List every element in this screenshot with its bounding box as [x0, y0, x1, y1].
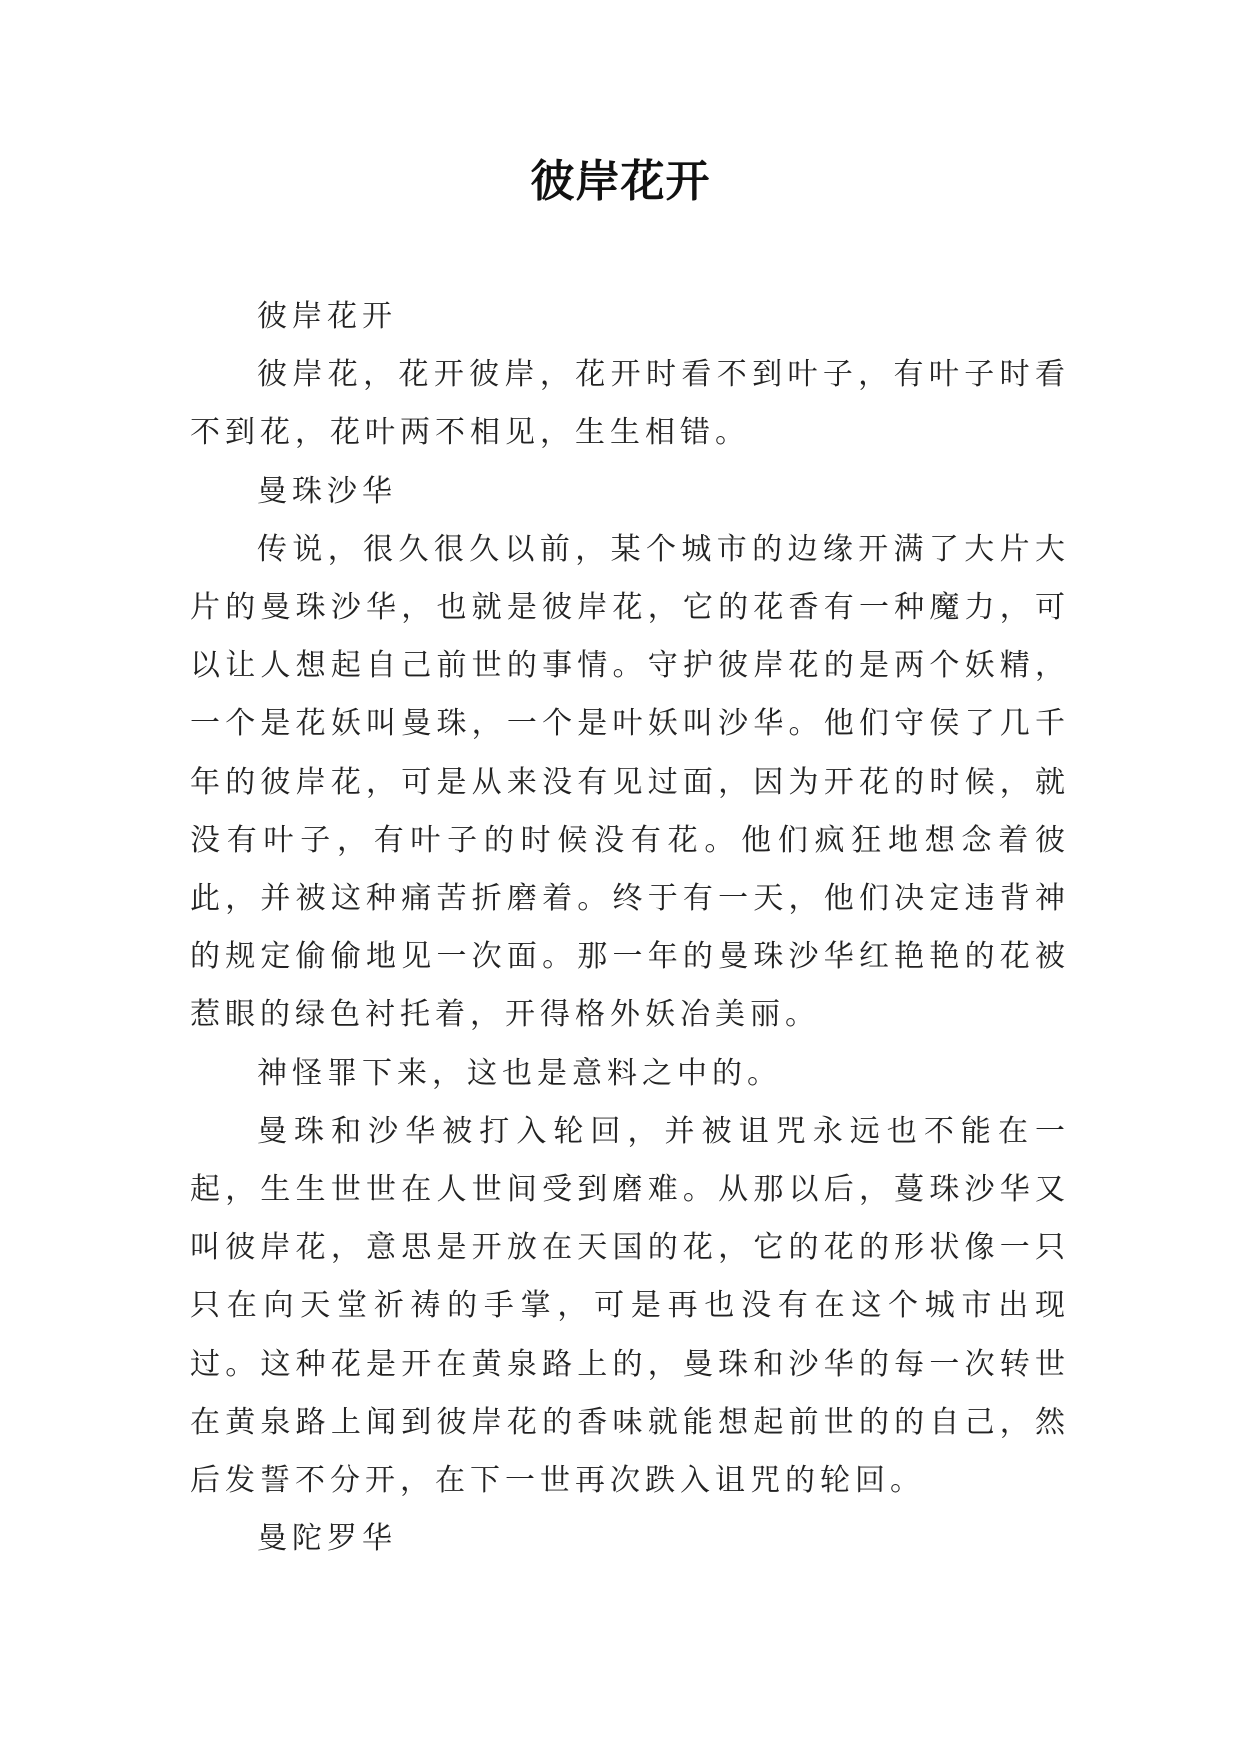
paragraph-heading: 曼珠沙华 [257, 473, 397, 509]
paragraph: 神怪罪下来，这也是意料之中的。 [257, 1055, 782, 1091]
paragraph: 曼珠和沙华被打入轮回，并被诅咒永远也不能在一起，生生世世在人世间受到磨难。从那以后，蔓珠沙华又叫彼岸花，意思是开放在天国的花，它的花的形状像一只只在向天堂祈祷的手掌，可是再也没有在这个城市出现过。这种花是开在黄泉路上的，曼珠和沙华的每一次转世在黄泉路上闻到彼岸花的香味就能想起前世的的自己，然后发誓不分开，在下一世再次跌入诅咒的轮回。 [190, 1113, 1070, 1499]
paragraph-heading: 彼岸花开 [257, 299, 397, 334]
paragraph: 传说，很久很久以前，某个城市的边缘开满了大片大片的曼珠沙华，也就是彼岸花，它的花香有一种魔力，可以让人想起自己前世的事情。守护彼岸花的是两个妖精，一个是花妖叫曼珠，一个是叶妖叫沙华。他们守侯了几千年的彼岸花，可是从来没有见过面，因为开花的时候，就没有叶子，有叶子的时候没有花。他们疯狂地想念着彼此，并被这种痛苦折磨着。终于有一天，他们决定违背神的规定偷偷地见一次面。那一年的曼珠沙华红艳艳的花被惹眼的绿色衬托着，开得格外妖冶美丽。 [190, 531, 1070, 1033]
paragraph-heading: 曼陀罗华 [257, 1521, 397, 1557]
paragraph: 彼岸花，花开彼岸，花开时看不到叶子，有叶子时看不到花，花叶两不相见，生生相错。 [190, 357, 1070, 451]
page-title: 彼岸花开 [530, 156, 711, 207]
document-body [190, 288, 1070, 1568]
